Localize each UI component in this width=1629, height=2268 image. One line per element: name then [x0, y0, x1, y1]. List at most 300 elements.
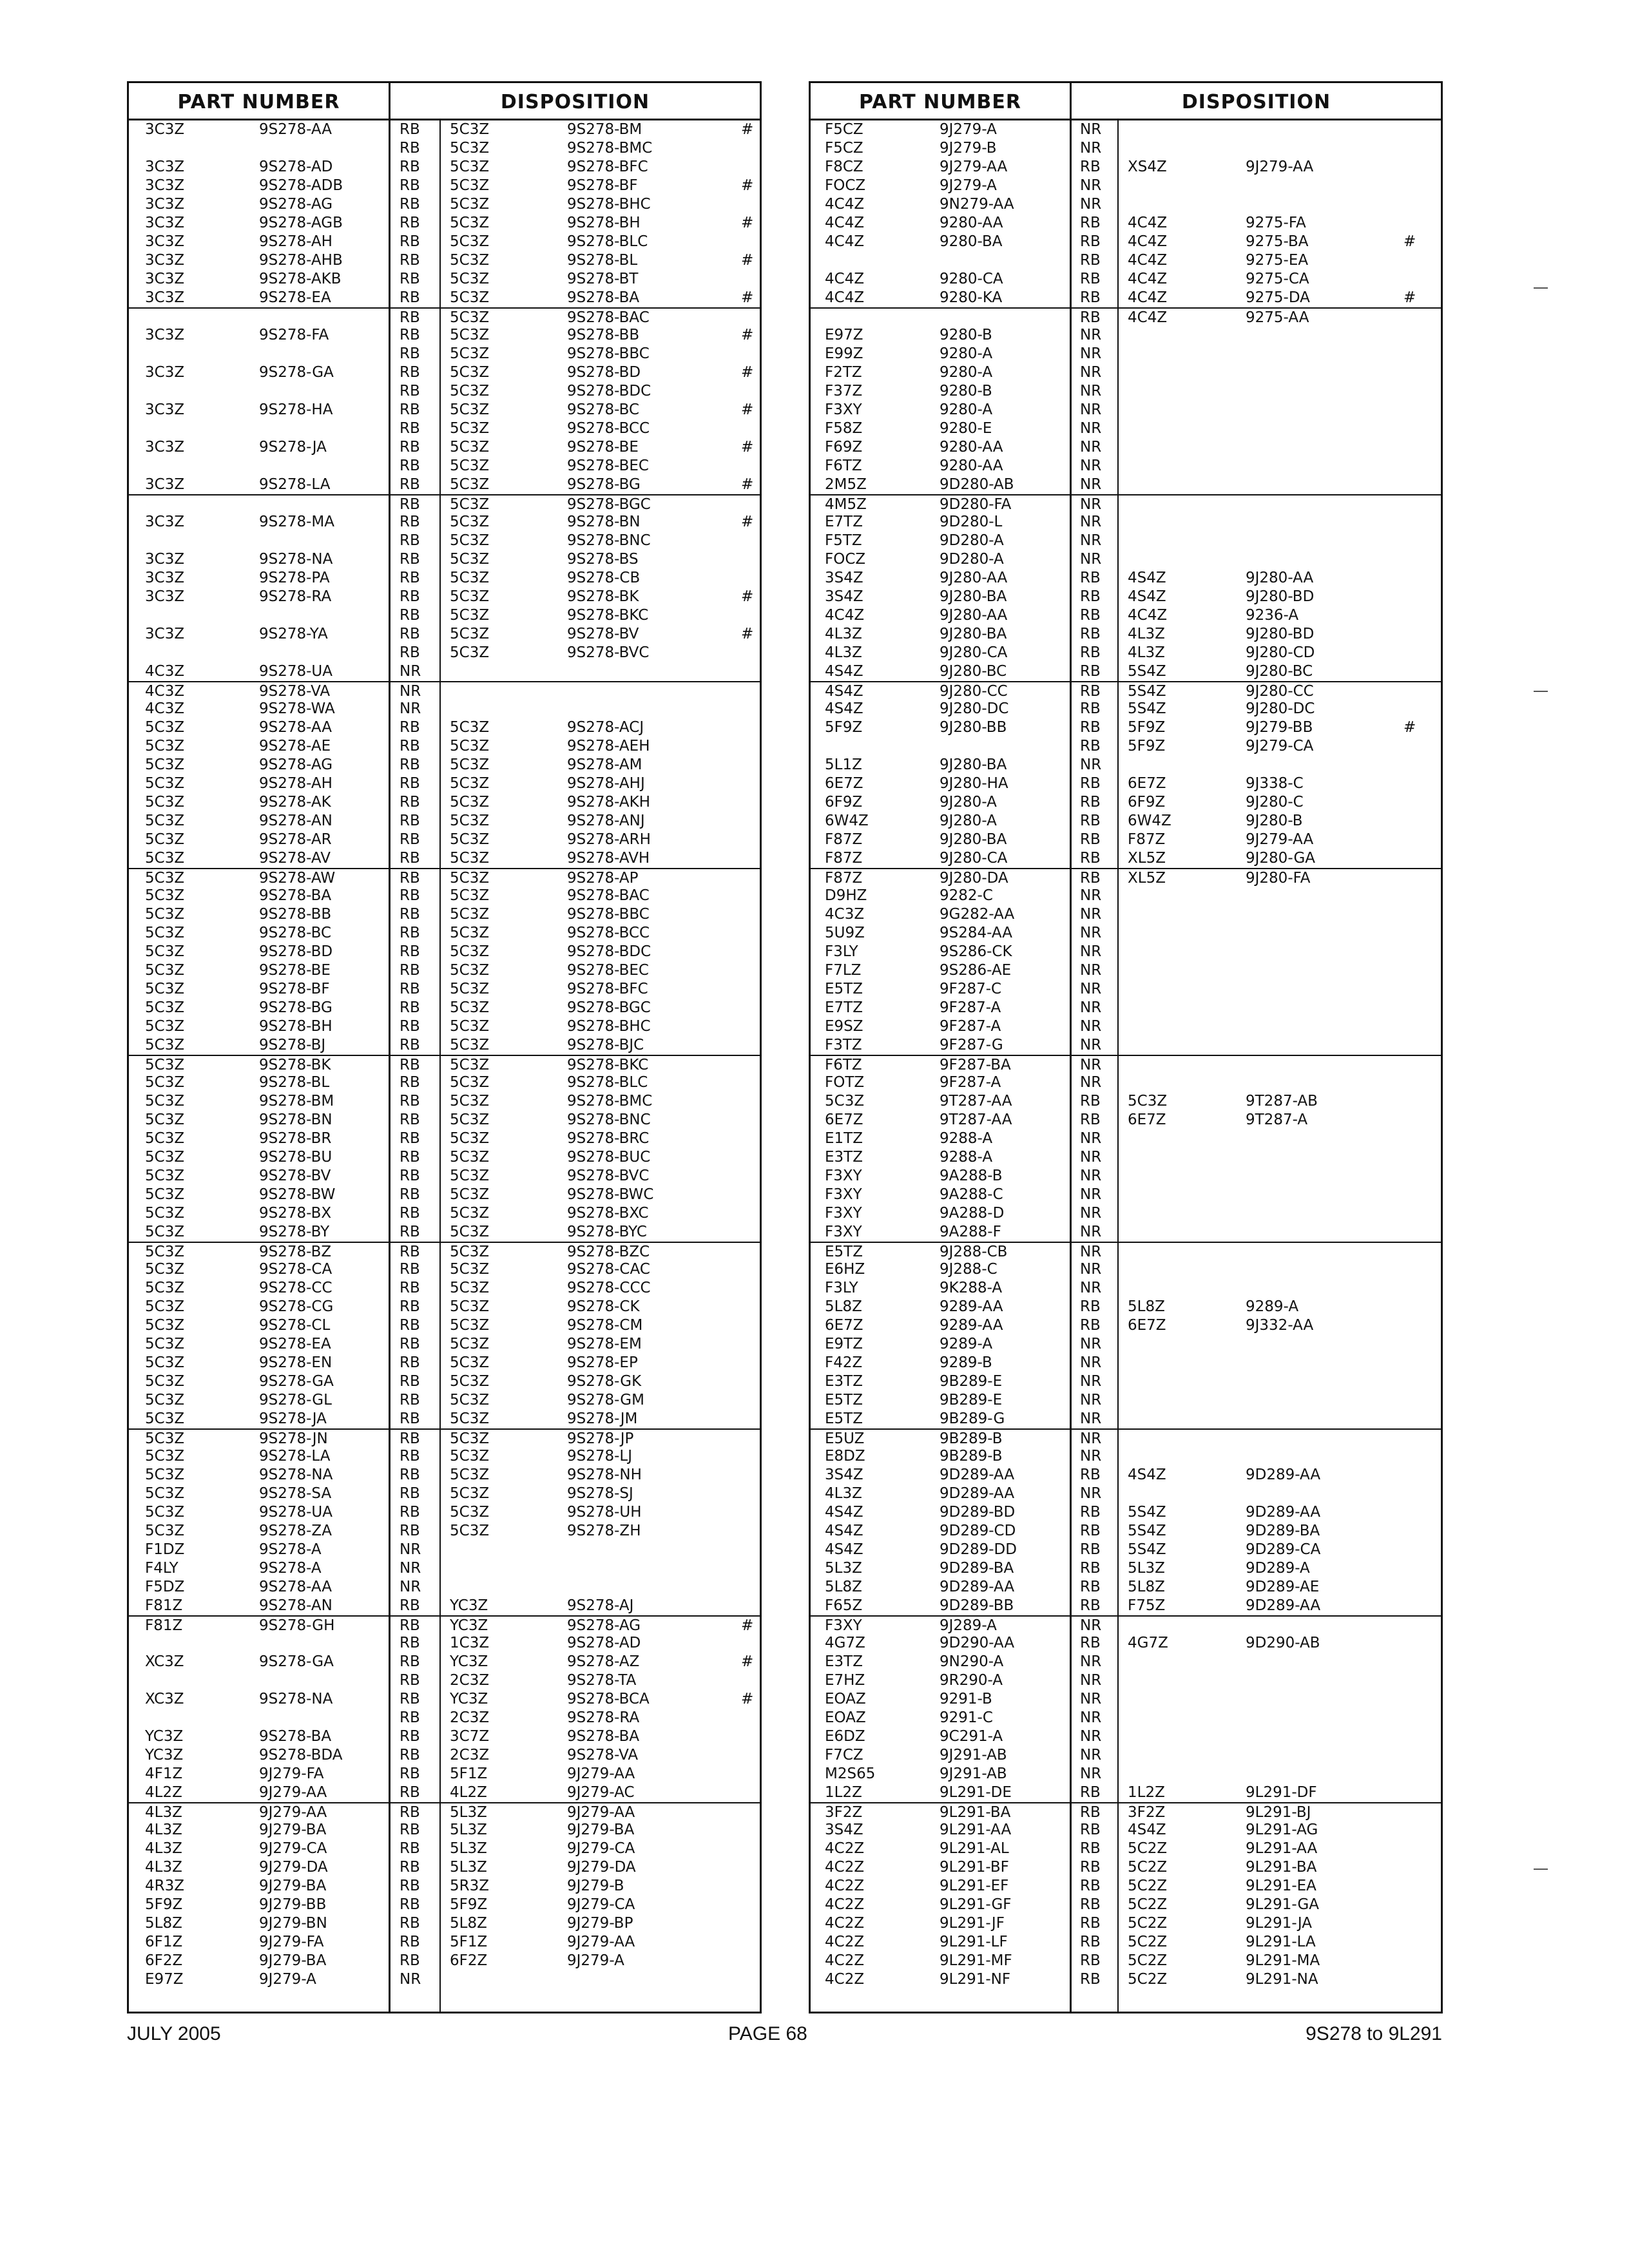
table-row [129, 419, 760, 438]
old-part-number: 9S278-JA [259, 1410, 327, 1427]
status-code: RB [1080, 1504, 1101, 1521]
old-prefix: 5C3Z [145, 962, 185, 979]
table-row [811, 270, 1441, 289]
old-prefix: 3C3Z [145, 196, 185, 213]
new-prefix: 4S4Z [1128, 570, 1166, 586]
old-part-number: 9J280-CA [940, 850, 1008, 867]
table-row [129, 756, 760, 774]
table-row [129, 1541, 760, 1559]
new-part-number: 9S278-BXC [567, 1205, 649, 1222]
table-row [811, 1877, 1441, 1896]
new-prefix: 5C3Z [450, 1205, 490, 1222]
old-part-number: 9289-B [940, 1354, 992, 1371]
old-part-number: 9J280-BA [940, 626, 1007, 642]
right-table [809, 81, 1443, 2013]
old-prefix: 4L3Z [825, 626, 862, 642]
table-row [129, 1653, 760, 1671]
new-part-number: 9J280-BD [1246, 626, 1315, 642]
old-part-number: 9S278-AW [259, 870, 336, 887]
old-prefix: 5C3Z [145, 1244, 185, 1260]
old-prefix: F87Z [825, 850, 863, 867]
old-prefix: F3LY [825, 1280, 858, 1296]
table-row [129, 1709, 760, 1727]
new-prefix: 5C3Z [450, 887, 490, 904]
old-prefix: 5C3Z [145, 1354, 185, 1371]
table-row [811, 251, 1441, 270]
status-code: RB [400, 775, 420, 792]
old-part-number: 9S278-GH [259, 1617, 335, 1634]
table-row [129, 1279, 760, 1298]
table-row [129, 1391, 760, 1410]
new-part-number: 9S278-EP [567, 1354, 638, 1371]
table-row [129, 1783, 760, 1802]
status-code: RB [400, 1037, 420, 1053]
old-part-number: 9289-AA [940, 1317, 1003, 1334]
old-prefix: 4S4Z [825, 663, 863, 680]
old-part-number: 9280-E [940, 420, 992, 437]
old-part-number: 9F287-A [940, 1074, 1001, 1091]
new-part-number: 9L291-AA [1246, 1840, 1318, 1857]
status-code: RB [400, 1952, 420, 1969]
old-prefix: E6DZ [825, 1728, 865, 1745]
status-code: RB [1080, 1523, 1101, 1539]
old-part-number: 9D289-AA [940, 1579, 1015, 1595]
new-part-number: 9S278-BHC [567, 1018, 651, 1035]
old-part-number: 9S278-BR [259, 1130, 332, 1147]
old-part-number: 9S278-CL [259, 1317, 331, 1334]
note-mark: # [1403, 289, 1416, 306]
new-prefix: 5C3Z [450, 252, 490, 269]
status-code: RB [400, 943, 420, 960]
table-row [811, 887, 1441, 905]
status-code: NR [1080, 551, 1102, 568]
new-prefix: 5S4Z [1128, 1541, 1166, 1558]
old-prefix: E1TZ [825, 1130, 863, 1147]
new-prefix: 5C3Z [450, 1336, 490, 1352]
status-code: RB [400, 1821, 420, 1838]
old-prefix: 4R3Z [145, 1878, 185, 1894]
old-prefix: 4C2Z [825, 1878, 865, 1894]
status-code: RB [1080, 1298, 1101, 1315]
old-part-number: 9J279-AA [259, 1784, 327, 1801]
status-code: RB [1080, 1784, 1101, 1801]
new-prefix: 6E7Z [1128, 1317, 1166, 1334]
old-part-number: 9S278-GA [259, 1653, 334, 1670]
new-part-number: 9S278-CK [567, 1298, 640, 1315]
old-part-number: 9S278-RA [259, 588, 332, 605]
new-part-number: 9L291-LA [1246, 1934, 1316, 1950]
table-row [811, 1615, 1441, 1635]
new-prefix: 5S4Z [1128, 1523, 1166, 1539]
old-prefix: 5C3Z [145, 981, 185, 997]
new-part-number: 9S278-AP [567, 870, 639, 887]
table-row [811, 1727, 1441, 1746]
old-prefix: 5C3Z [145, 1485, 185, 1502]
new-part-number: 9S278-GK [567, 1373, 642, 1390]
status-code: RB [400, 1728, 420, 1745]
new-prefix: 5C3Z [450, 1354, 490, 1371]
status-code: RB [400, 570, 420, 586]
new-part-number: 9J280-BC [1246, 663, 1313, 680]
table-row [129, 737, 760, 756]
table-row [811, 550, 1441, 569]
status-code: RB [400, 476, 420, 493]
new-prefix: 3F2Z [1128, 1804, 1166, 1821]
old-prefix: F65Z [825, 1597, 863, 1614]
old-prefix: 3C3Z [145, 401, 185, 418]
old-part-number: 9D280-AB [940, 476, 1014, 493]
old-prefix: E97Z [825, 327, 863, 343]
old-part-number: 9D289-BB [940, 1597, 1014, 1614]
note-mark: # [741, 121, 754, 138]
old-part-number: 9L291-BA [940, 1804, 1011, 1821]
old-part-number: 9280-A [940, 401, 993, 418]
status-code: NR [1080, 1617, 1102, 1634]
status-code: RB [1080, 738, 1101, 754]
old-part-number: 9291-C [940, 1709, 993, 1726]
table-row [129, 139, 760, 158]
old-prefix: 3C3Z [145, 476, 185, 493]
new-part-number: 9S278-AD [567, 1635, 641, 1651]
table-row [811, 1634, 1441, 1653]
status-code: RB [1080, 252, 1101, 269]
table-row [129, 1242, 760, 1262]
table-row [811, 419, 1441, 438]
status-code: RB [1080, 309, 1101, 326]
old-prefix: 5L1Z [825, 756, 862, 773]
old-part-number: 9J280-BA [940, 756, 1007, 773]
table-row [129, 1129, 760, 1148]
old-part-number: 9J279-A [259, 1971, 316, 1988]
table-row [129, 1372, 760, 1391]
new-part-number: 9S278-BG [567, 476, 641, 493]
old-prefix: 5C3Z [145, 719, 185, 736]
old-part-number: 9D289-DD [940, 1541, 1017, 1558]
new-prefix: 5C3Z [450, 1466, 490, 1483]
old-part-number: 9J280-AA [940, 607, 1008, 624]
old-part-number: 9D289-AA [940, 1485, 1015, 1502]
old-prefix: 4S4Z [825, 1541, 863, 1558]
old-prefix: F42Z [825, 1354, 863, 1371]
table-row [129, 513, 760, 532]
table-row [811, 961, 1441, 980]
status-code: RB [400, 906, 420, 923]
status-code: RB [400, 252, 420, 269]
old-prefix: 5C3Z [145, 756, 185, 773]
new-part-number: 9S278-BUC [567, 1149, 651, 1166]
margin-tick [1534, 691, 1548, 692]
new-part-number: 9J279-BB [1246, 719, 1313, 736]
table-row [811, 1055, 1441, 1075]
old-prefix: 4S4Z [825, 683, 863, 700]
status-code: RB [1080, 570, 1101, 586]
old-prefix: E3TZ [825, 1373, 863, 1390]
table-row [811, 1522, 1441, 1541]
status-code: NR [1080, 1261, 1102, 1278]
status-code: NR [1080, 1149, 1102, 1166]
status-code: RB [400, 345, 420, 362]
table-row [129, 1036, 760, 1055]
old-prefix: F3XY [825, 401, 862, 418]
new-prefix: 5C3Z [450, 906, 490, 923]
new-part-number: 9275-AA [1246, 309, 1309, 326]
table-row [811, 588, 1441, 606]
new-prefix: 5F9Z [1128, 719, 1166, 736]
status-code: RB [400, 607, 420, 624]
table-row [129, 401, 760, 419]
new-part-number: 9S278-BKC [567, 1057, 649, 1073]
table-row [129, 700, 760, 718]
new-prefix: F75Z [1128, 1597, 1166, 1614]
old-prefix: 4L3Z [145, 1804, 182, 1821]
table-row [129, 1260, 760, 1279]
old-part-number: 9S278-AGB [259, 215, 343, 231]
status-code: RB [400, 1485, 420, 1502]
table-row [129, 662, 760, 681]
old-prefix: 4L3Z [825, 644, 862, 661]
status-code: RB [400, 420, 420, 437]
new-part-number: 9275-CA [1246, 271, 1309, 287]
table-row [811, 438, 1441, 457]
old-part-number: 9L291-AL [940, 1840, 1009, 1857]
status-code: RB [400, 870, 420, 887]
status-code: RB [400, 1392, 420, 1408]
new-prefix: 5C3Z [450, 756, 490, 773]
new-prefix: 5C3Z [450, 140, 490, 157]
table-row [129, 1503, 760, 1522]
new-part-number: 9J279-B [567, 1878, 624, 1894]
status-code: RB [400, 196, 420, 213]
new-part-number: 9J332-AA [1246, 1317, 1314, 1334]
new-part-number: 9L291-DF [1246, 1784, 1317, 1801]
old-prefix: 4C2Z [825, 1952, 865, 1969]
disposition-heading: DISPOSITION [1181, 91, 1331, 113]
table-row [811, 1933, 1441, 1952]
new-part-number: 9236-A [1246, 607, 1299, 624]
new-part-number: 9L291-MA [1246, 1952, 1320, 1969]
old-part-number: 9S278-ZA [259, 1523, 332, 1539]
old-prefix: F3XY [825, 1168, 862, 1184]
new-prefix: 5L8Z [450, 1915, 487, 1932]
table-row [129, 1597, 760, 1615]
table-row [129, 1223, 760, 1242]
status-code: NR [1080, 345, 1102, 362]
old-prefix: 3S4Z [825, 570, 863, 586]
status-code: NR [1080, 943, 1102, 960]
old-prefix: 5C3Z [145, 925, 185, 941]
new-prefix: 5C2Z [1128, 1878, 1168, 1894]
table-row [811, 1223, 1441, 1242]
status-code: RB [400, 794, 420, 811]
table-row [129, 363, 760, 382]
new-prefix: 5C3Z [450, 794, 490, 811]
status-code: RB [1080, 794, 1101, 811]
new-prefix: 5C2Z [1128, 1952, 1168, 1969]
old-part-number: 9K288-A [940, 1280, 1003, 1296]
new-part-number: 9S278-EM [567, 1336, 642, 1352]
old-part-number: 9S278-AA [259, 719, 333, 736]
old-prefix: FOCZ [825, 551, 866, 568]
new-part-number: 9J279-AA [1246, 159, 1314, 175]
table-row [129, 1204, 760, 1223]
status-code: RB [400, 1205, 420, 1222]
new-prefix: 4C4Z [1128, 309, 1168, 326]
old-part-number: 9280-BA [940, 233, 1003, 250]
status-code: NR [1080, 1728, 1102, 1745]
table-row [811, 120, 1441, 139]
status-code: RB [400, 1804, 420, 1821]
status-code: NR [400, 663, 421, 680]
status-code: RB [400, 1523, 420, 1539]
status-code: RB [1080, 1111, 1101, 1128]
new-prefix: 4C4Z [1128, 215, 1168, 231]
status-code: RB [400, 289, 420, 306]
old-part-number: 9S278-A [259, 1560, 322, 1577]
status-code: NR [1080, 1430, 1102, 1447]
table-row [129, 943, 760, 961]
table-row [811, 1111, 1441, 1129]
table-row [811, 1783, 1441, 1802]
old-part-number: 9S278-LA [259, 1448, 331, 1465]
table-row [811, 831, 1441, 849]
table-row [811, 158, 1441, 177]
old-prefix: 6E7Z [825, 1111, 863, 1128]
table-row [811, 1802, 1441, 1822]
status-code: NR [1080, 1280, 1102, 1296]
old-prefix: 3C3Z [145, 439, 185, 456]
table-row [811, 1129, 1441, 1148]
old-part-number: 9280-A [940, 345, 993, 362]
old-part-number: 9L291-JF [940, 1915, 1005, 1932]
old-part-number: 9B289-E [940, 1373, 1003, 1390]
note-mark: # [741, 439, 754, 456]
status-code: RB [1080, 233, 1101, 250]
new-prefix: 5C3Z [450, 159, 490, 175]
old-part-number: 9B289-B [940, 1430, 1003, 1447]
old-part-number: 9J279-AA [259, 1804, 327, 1821]
note-mark: # [741, 289, 754, 306]
new-part-number: 9275-BA [1246, 233, 1309, 250]
status-code: NR [1080, 887, 1102, 904]
new-part-number: 9J279-CA [567, 1896, 635, 1913]
new-prefix: F87Z [1128, 831, 1166, 848]
status-code: RB [400, 1224, 420, 1240]
old-prefix: FOCZ [825, 177, 866, 194]
table-row [129, 438, 760, 457]
status-code: RB [1080, 1541, 1101, 1558]
note-mark: # [741, 626, 754, 642]
old-prefix: 6F1Z [145, 1934, 183, 1950]
status-code: RB [400, 1915, 420, 1932]
old-prefix: 4C3Z [145, 663, 185, 680]
status-code: NR [1080, 439, 1102, 456]
old-prefix: 5C3Z [145, 1430, 185, 1447]
new-prefix: 5C3Z [450, 738, 490, 754]
old-part-number: 9S278-HA [259, 401, 333, 418]
status-code: RB [400, 1466, 420, 1483]
old-part-number: 9B289-G [940, 1410, 1005, 1427]
old-part-number: 9280-AA [940, 457, 1003, 474]
table-row [129, 233, 760, 251]
old-part-number: 9280-A [940, 364, 993, 381]
status-code: RB [400, 1635, 420, 1651]
status-code: RB [400, 1410, 420, 1427]
old-part-number: 9J280-BB [940, 719, 1007, 736]
new-prefix: 5C3Z [450, 1261, 490, 1278]
new-part-number: 9S278-CB [567, 570, 641, 586]
status-code: NR [400, 1971, 421, 1988]
old-prefix: 5C3Z [145, 831, 185, 848]
new-part-number: 9S278-AHJ [567, 775, 645, 792]
status-code: RB [400, 383, 420, 399]
status-code: NR [1080, 1691, 1102, 1707]
status-code: RB [400, 719, 420, 736]
new-prefix: 5C3Z [450, 1244, 490, 1260]
new-part-number: 9S278-ZH [567, 1523, 641, 1539]
table-row [129, 868, 760, 888]
old-part-number: 9S278-BDA [259, 1747, 343, 1763]
table-row [129, 774, 760, 793]
status-code: RB [1080, 644, 1101, 661]
old-part-number: 9S278-AH [259, 233, 333, 250]
old-part-number: 9J288-C [940, 1261, 998, 1278]
new-part-number: 9S278-VA [567, 1747, 639, 1763]
old-part-number: 9S278-AA [259, 121, 333, 138]
status-code: NR [1080, 196, 1102, 213]
old-part-number: 9J280-AA [940, 570, 1008, 586]
new-prefix: 5F1Z [450, 1765, 488, 1782]
table-row [811, 662, 1441, 681]
old-part-number: 9S278-AHB [259, 252, 343, 269]
new-part-number: 9289-A [1246, 1298, 1299, 1315]
status-code: NR [1080, 420, 1102, 437]
old-part-number: 9S278-A [259, 1541, 322, 1558]
old-part-number: 9S278-BY [259, 1224, 330, 1240]
old-part-number: 9L291-EF [940, 1878, 1009, 1894]
table-row [811, 1597, 1441, 1615]
new-part-number: 9S278-ARH [567, 831, 651, 848]
old-part-number: 9L291-LF [940, 1934, 1008, 1950]
old-part-number: 9S286-AE [940, 962, 1012, 979]
status-code: RB [400, 1859, 420, 1876]
new-prefix: 4C4Z [1128, 607, 1168, 624]
old-prefix: 3S4Z [825, 1821, 863, 1838]
status-code: RB [400, 1840, 420, 1857]
new-prefix: 4C4Z [1128, 289, 1168, 306]
new-part-number: 9J280-DC [1246, 700, 1315, 717]
old-prefix: 4S4Z [825, 1504, 863, 1521]
status-code: RB [1080, 1821, 1101, 1838]
new-prefix: 5S4Z [1128, 1504, 1166, 1521]
table-row [129, 980, 760, 999]
old-prefix: 4S4Z [825, 700, 863, 717]
table-row [811, 1485, 1441, 1503]
old-prefix: 5L8Z [825, 1298, 862, 1315]
new-prefix: 5C3Z [450, 1504, 490, 1521]
new-part-number: 9S278-AG [567, 1617, 641, 1634]
table-row [129, 1485, 760, 1503]
status-code: NR [1080, 1168, 1102, 1184]
table-row [811, 345, 1441, 363]
status-code: RB [1080, 1971, 1101, 1988]
status-code: RB [1080, 1915, 1101, 1932]
table-row [129, 1298, 760, 1316]
table-row [129, 1354, 760, 1372]
status-code: RB [400, 812, 420, 829]
new-prefix: 5C2Z [1128, 1934, 1168, 1950]
old-prefix: 3C3Z [145, 588, 185, 605]
status-code: RB [1080, 1952, 1101, 1969]
